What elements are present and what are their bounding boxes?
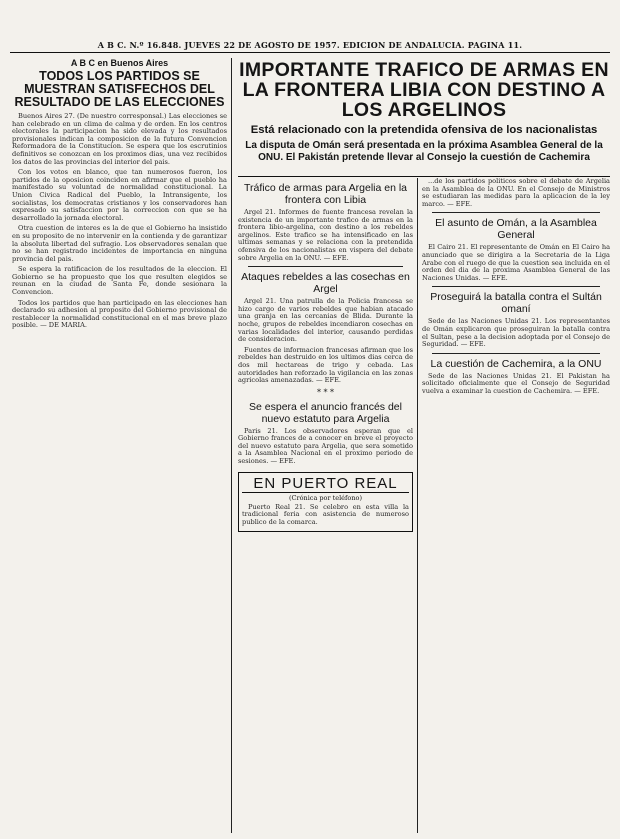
article-paragraph: Argel 21. Informes de fuente francesa revelan la existencia de un importante trafico de armas en la frontera libio-argelina, con destino a los rebeldes argelinos. Este trafico se ha intensificado en las ultimas semanas y se relaciona con la pretendida ofensiva de los nacionalistas en vispera del debate sobre Argelia en la ONU. — EFE. — [238, 208, 413, 262]
article-paragraph: El Cairo 21. El representante de Omán en El Cairo ha anunciado que se dirigira a la Secretaria de la Liga Arabe con el ruego de que la cuestion sea incluida en el orden del dia de la proxima Asamblea General de las Naciones Unidas. — EFE. — [422, 243, 610, 282]
article-paragraph: Buenos Aires 27. (De nuestro corresponsal.) Las elecciones se han celebrado en un clima de calma y de orden. En los centros electorales la participacion ha sido elevada y los resultados provisionales indican la composicion de la futura Convencion Reformadora de la Constitucion. Se espera que los escrutinios definitivos se conozcan en los proximos dias, una vez recibidos los datos de las provincias del interior del pais. — [12, 112, 227, 166]
divider — [432, 212, 600, 213]
box-title: EN PUERTO REAL — [242, 475, 409, 493]
divider — [248, 266, 403, 267]
box-text: Puerto Real 21. Se celebro en esta villa la tradicional feria con asistencia de numeroso publico de la comarca. — [242, 502, 409, 526]
article-headline: Ataques rebeldes a las cosechas en Argel — [241, 271, 410, 296]
left-headline: TODOS LOS PARTIDOS SE MUESTRAN SATISFECHOS DEL RESULTADO DE LAS ELECCIONES — [14, 69, 225, 109]
main-subheadline: Está relacionado con la pretendida ofensiva de los nacionalistas — [250, 124, 598, 136]
article-paragraph: Con los votos en blanco, que tan numerosos fueron, los partidos de la oposicion coinciden en afirmar que el pueblo ha manifestado su voluntad de normalidad constitucional. La Union Civica Radical del Pueblo, la Intransigente, los socialistas, los democratas cristianos y los conservadores han expresado su satisfaccion por la correccion con que se ha desarrollado la jornada electoral. — [12, 168, 227, 222]
left-column — [12, 58, 227, 834]
main-headline: IMPORTANTE TRAFICO DE ARMAS EN LA FRONTERA LIBIA CON DESTINO A LOS ARGELINOS — [239, 59, 609, 121]
article-paragraph: Otra cuestion de interes es la de que el Gobierno ha insistido en su proposito de no intervenir en la contienda y de garantizar la absoluta libertad del sufragio. Los observadores senalan que no se han registrado incidentes de importancia en ninguna provincia del pais. — [12, 224, 227, 263]
article-headline: La cuestión de Cachemira, a la ONU — [430, 357, 602, 370]
article-paragraph: Fuentes de informacion francesas afirman que los rebeldes han destruido en los ultimos dias cerca de dos mil hectareas de trigo y cebada. Las autoridades han reforzado la vigilancia en las zonas agricolas amenazadas. — EFE. — [238, 345, 413, 385]
article-paragraph: Argel 21. Una patrulla de la Policia francesa se hizo cargo de varios rebeldes que habian atacado una granja en las cercanias de Blida. Durante la noche, grupos de rebeldes incendiaron cosechas en varias localidades del interior, causando perdidas de consideracion. — [238, 297, 413, 344]
article-paragraph: Sede de las Naciones Unidas 21. Los representantes de Omán explicaron que proseguiran la batalla contra el Sultan, pese a la decision adoptada por el Consejo de Seguridad. — EFE. — [422, 317, 610, 349]
divider — [432, 286, 600, 287]
article-paragraph: Todos los partidos que han participado en las elecciones han declarado su adhesion al proposito del Gobierno provisional de restablecer la normalidad constitucional en el mas breve plazo posible. — DE MARIA. — [12, 298, 227, 330]
puerto-real-box — [238, 472, 413, 533]
article-headline: Se espera el anuncio francés del nuevo estatuto para Argelia — [249, 400, 402, 425]
article-paragraph: Sede de las Naciones Unidas 21. El Pakistan ha solicitado oficialmente que el Consejo de Seguridad vuelva a examinar la cuestion de Cachemira. — EFE. — [422, 371, 610, 395]
right-column — [422, 178, 610, 834]
column-rule — [417, 178, 418, 833]
divider — [432, 353, 600, 354]
center-column — [238, 178, 413, 834]
column-rule — [231, 58, 232, 833]
article-paragraph: Se espera la ratificacion de los resultados de la eleccion. El Gobierno se ha propuesto que los que resulten elegidos se reunan en la ciudad de Santa Fe, donde sesionara la Convencion. — [12, 265, 227, 297]
article-paragraph: ...de los partidos politicos sobre el debate de Argelia en la Asamblea de la ONU. En el Consejo de Ministros se estudiaran las medidas para la aplicacion de la ley marco. — EFE. — [422, 178, 610, 208]
separator-stars: * * * — [316, 387, 335, 397]
main-story-headline — [238, 58, 610, 177]
article-headline: El asunto de Omán, a la Asamblea General — [435, 217, 597, 242]
page-header: A B C. N.º 16.848. JUEVES 22 DE AGOSTO DE 1957. EDICION DE ANDALUCIA. PAGINA 11. — [10, 40, 610, 53]
box-subtitle: (Crónica por teléfono) — [289, 493, 362, 502]
secondary-subheadline: La disputa de Omán será presentada en la próxima Asamblea General de la ONU. El Pakistán pretende llevar al Consejo la cuestión de Cachemira — [245, 140, 603, 163]
section-kicker: A B C en Buenos Aires — [70, 58, 169, 68]
article-headline: Tráfico de armas para Argelia en la frontera con Libia — [243, 182, 408, 206]
article-paragraph: Paris 21. Los observadores esperan que el Gobierno frances de a conocer en breve el proyecto del nuevo estatuto para Argelia, que sera sometido a la Asamblea Nacional en el proximo periodo de sesiones. — EFE. — [238, 426, 413, 466]
article-headline: Proseguirá la batalla contra el Sultán omaní — [430, 291, 602, 316]
